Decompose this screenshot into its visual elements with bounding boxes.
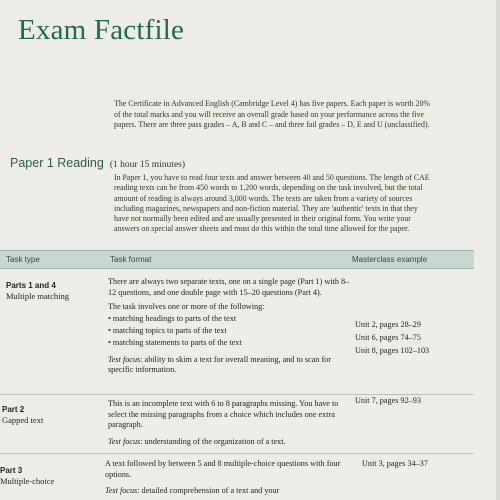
table-header [0, 250, 474, 269]
focus-text: : ability to skim a text for overall meaning, and to scan for specific information. [108, 354, 331, 375]
test-focus [108, 355, 352, 376]
focus-label: Test focus [108, 436, 141, 446]
intro-paragraph: The Certificate in Advanced English (Cambridge Level 4) has five papers. Each paper is worth 20% of the total marks and you will receive an overall grade based on your performance across the five papers. There are three pass grades – A, B and C – and three fail grades – D, E and U (unclassified). [114, 99, 430, 130]
row-type: Multiple-choice [0, 476, 55, 486]
page-title: Exam Factfile [18, 14, 185, 46]
list-item: • matching topics to parts of the text [108, 325, 352, 337]
example-ref: Unit 3, pages 34–37 [362, 459, 428, 468]
focus-label: Test focus [108, 354, 141, 364]
format-intro: There are always two separate texts, one on a single page (Part 1) with 8–12 questions, and one double page with 15–20 questions (Part 4). [108, 277, 350, 297]
row-type: Gapped text [2, 415, 44, 425]
focus-text: : detailed comprehension of a text and your [137, 486, 280, 496]
example-ref: Unit 8, pages 102–103 [355, 346, 430, 355]
example-ref: Unit 7, pages 92–93 [355, 396, 421, 405]
paper-description: In Paper 1, you have to read four texts and answer between 40 and 50 questions. The length of CAE reading texts can be from 450 words to 1,200 words, depending on the task involved, but the total amount of reading is always around 3,000 words. The texts are taken from a variety of sources including magazines, newspapers and non-fiction material. They are 'authentic' texts in that they have not normally been edited and are usually presented in their original form. You write your answers on special answer sheets and must do this within the total time allowed for the paper. [114, 173, 430, 234]
row-divider [0, 394, 474, 395]
header-task-type: Task type [6, 255, 40, 264]
paper-title: Paper 1 Reading [10, 156, 104, 170]
row-format [105, 459, 349, 497]
row-part: Part 2 [2, 405, 25, 414]
row-label [6, 280, 69, 302]
format-bullets [108, 313, 352, 349]
focus-label: Test focus [105, 486, 138, 496]
paper-heading [10, 156, 185, 170]
header-task-format: Task format [110, 255, 152, 264]
row-part: Parts 1 and 4 [6, 281, 56, 290]
focus-text: : understanding of the organization of a text. [140, 436, 286, 446]
list-item: • matching statements to parts of the text [108, 337, 352, 349]
row-part: Part 3 [0, 466, 23, 475]
paper-duration: (1 hour 15 minutes) [109, 160, 186, 170]
example-ref: Unit 6, pages 74–75 [355, 333, 421, 342]
test-focus [108, 437, 352, 448]
row-divider [0, 453, 474, 454]
row-label [0, 465, 54, 487]
row-format [108, 277, 352, 376]
test-focus [105, 486, 349, 497]
header-masterclass-example: Masterclass example [352, 255, 428, 264]
format-intro: This is an incomplete text with 6 to 8 paragraphs missing. You have to select the missing paragraphs from a choice which includes one extra paragraph. [108, 399, 339, 430]
example-ref: Unit 2, pages 28–29 [355, 320, 421, 329]
row-format [108, 399, 352, 447]
format-sub: The task involves one or more of the following: [108, 302, 265, 312]
row-type: Multiple matching [6, 291, 70, 301]
format-intro: A text followed by between 5 and 8 multiple-choice questions with four options. [105, 459, 341, 479]
page-edge [496, 0, 500, 500]
list-item: • matching headings to parts of the text [108, 313, 352, 325]
row-label [2, 404, 43, 426]
